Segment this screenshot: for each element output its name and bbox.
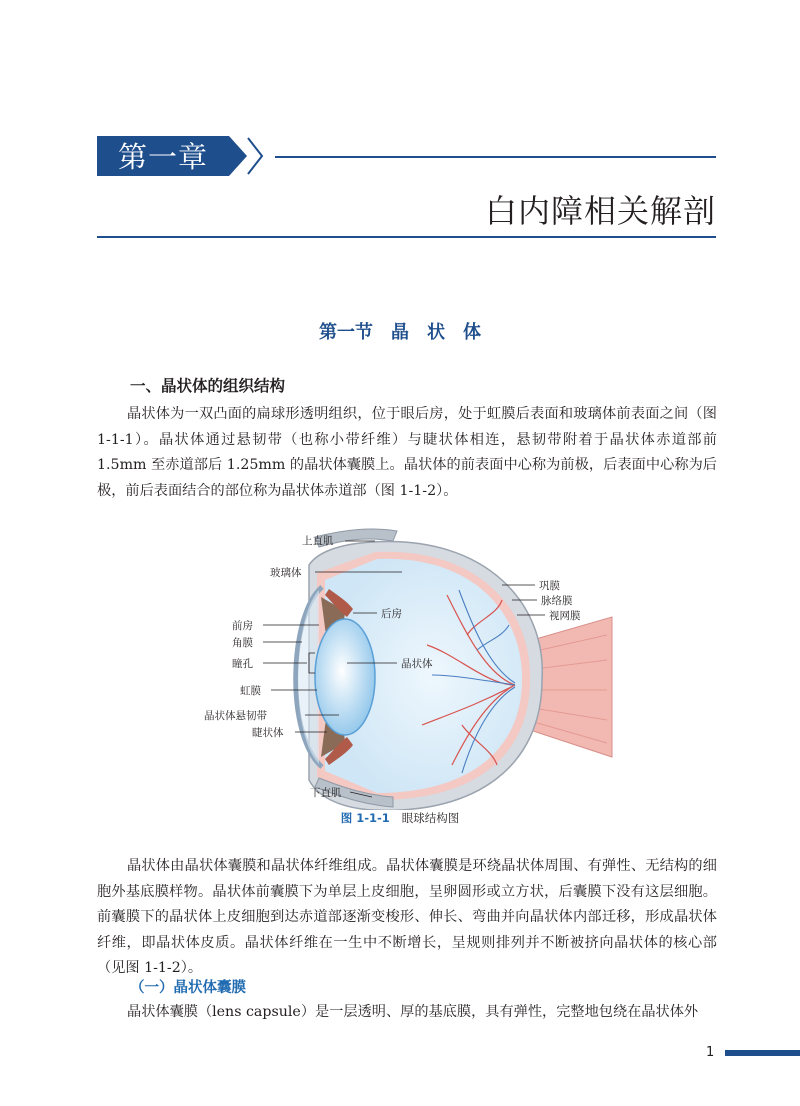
section-title: 第一节 晶 状 体 — [319, 322, 481, 343]
label-cornea: 角膜 — [232, 637, 253, 649]
eye-anatomy-figure — [197, 525, 617, 810]
label-choroid: 脉络膜 — [541, 595, 573, 607]
label-superior-rectus: 上直肌 — [302, 535, 334, 547]
label-anterior-chamber: 前房 — [232, 620, 253, 632]
chapter-title: 白内障相关解剖 — [484, 192, 716, 230]
subsection-heading: 一、晶状体的组织结构 — [130, 377, 286, 395]
label-sclera: 巩膜 — [539, 580, 560, 592]
paragraph-1: 晶状体为一双凸面的扁球形透明组织，位于眼后房，处于虹膜后表面和玻璃体前表面之间（图 1-1-1）。晶状体通过悬韧带（也称小带纤维）与睫状体相连，悬韧带附着于晶状体赤道部前 1.5mm 至赤道部后 1.25mm 的晶状体囊膜上。晶状体的前表面中心称为前极，后表面中心称为后极，前后表面结合的部位称为晶状体赤道部（图 1-1-2）。 — [97, 406, 717, 499]
paragraph-3: 晶状体囊膜（lens capsule）是一层透明、厚的基底膜，具有弹性，完整地包绕在晶状体外 — [127, 1004, 699, 1020]
label-inferior-rectus: 下直肌 — [310, 787, 342, 799]
figure-caption — [0, 810, 800, 826]
label-iris: 虹膜 — [240, 685, 261, 697]
label-pupil: 瞳孔 — [232, 658, 253, 670]
label-posterior-chamber: 后房 — [381, 608, 402, 620]
label-ciliary-body: 睫状体 — [252, 727, 284, 739]
figure-caption-text: 眼球结构图 — [401, 811, 460, 825]
chapter-label: 第一章 — [118, 140, 209, 174]
label-vitreous: 玻璃体 — [270, 567, 302, 579]
figure-caption-number: 图 1-1-1 — [340, 811, 390, 825]
label-retina: 视网膜 — [549, 610, 581, 622]
header-rule-top — [275, 156, 716, 158]
label-lens: 晶状体 — [401, 658, 433, 670]
subsection-heading-lens-capsule: （一）晶状体囊膜 — [130, 980, 246, 996]
header-rule-bottom — [97, 236, 716, 238]
label-zonule: 晶状体悬韧带 — [204, 710, 267, 722]
chevron-icon — [244, 136, 266, 176]
page-number: 1 — [706, 1045, 715, 1060]
page-footer-bar — [725, 1050, 800, 1056]
paragraph-2: 晶状体由晶状体囊膜和晶状体纤维组成。晶状体囊膜是环绕晶状体周围、有弹性、无结构的细胞外基底膜样物。晶状体前囊膜下为单层上皮细胞，呈卵圆形或立方状，后囊膜下没有这层细胞。前囊膜下的晶状体上皮细胞到达赤道部逐渐变梭形、伸长、弯曲并向晶状体内部迁移，形成晶状体纤维，即晶状体皮质。晶状体纤维在一生中不断增长，呈规则排列并不断被挤向晶状体的核心部（见图 1-1-2）。 — [97, 858, 717, 976]
